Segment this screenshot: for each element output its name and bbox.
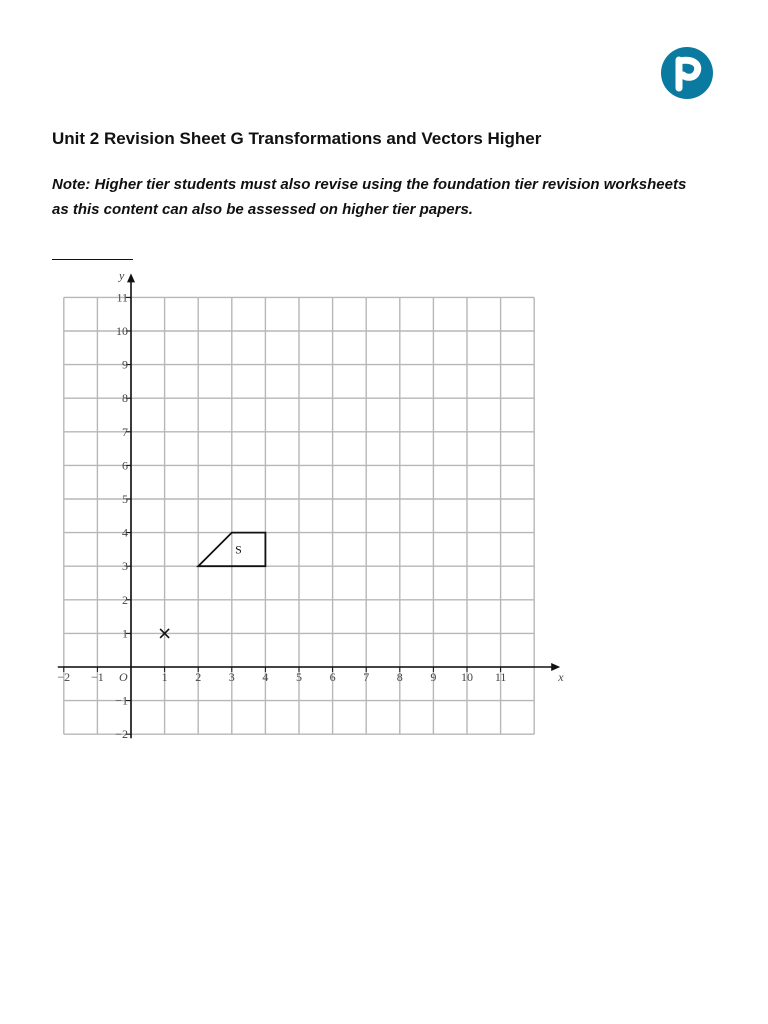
x-tick-label: 8 xyxy=(396,670,403,684)
x-tick-label: 2 xyxy=(195,670,202,684)
shape-label: S xyxy=(235,542,242,557)
y-tick-label: 7 xyxy=(122,424,128,439)
y-tick-label: 4 xyxy=(122,525,128,540)
coordinate-grid-svg xyxy=(40,268,564,752)
x-tick-label: 10 xyxy=(461,670,473,684)
pearson-logo-icon xyxy=(660,46,714,100)
x-tick-label: 1 xyxy=(161,670,168,684)
y-tick-label: −1 xyxy=(115,693,128,708)
coordinate-grid-chart xyxy=(40,268,564,752)
divider-line xyxy=(52,259,133,260)
y-tick-label: 5 xyxy=(122,492,128,506)
x-tick-label: −2 xyxy=(57,670,71,684)
origin-label: O xyxy=(119,670,128,684)
x-tick-label: 4 xyxy=(262,670,269,684)
x-tick-label: 3 xyxy=(228,670,235,684)
x-axis-label: x xyxy=(558,670,564,684)
y-tick-label: 10 xyxy=(116,324,128,338)
x-tick-label: 9 xyxy=(430,670,437,684)
revision-note: Note: Higher tier students must also revise using the foundation tier revision worksheets as this content can also be assessed on higher tier papers. xyxy=(52,176,687,218)
page-title: Unit 2 Revision Sheet G Transformations and Vectors Higher xyxy=(52,129,542,148)
y-axis-label: y xyxy=(119,268,125,283)
y-tick-label: 1 xyxy=(122,626,128,641)
y-tick-label: 11 xyxy=(116,290,128,305)
x-tick-label: 6 xyxy=(329,670,336,684)
y-axis-arrow xyxy=(127,273,135,282)
y-tick-label: −2 xyxy=(115,727,128,742)
x-tick-label: 11 xyxy=(494,670,507,684)
y-tick-label: 3 xyxy=(122,559,128,574)
x-tick-label: 5 xyxy=(296,670,302,684)
y-tick-label: 6 xyxy=(122,458,128,473)
y-tick-label: 2 xyxy=(122,592,128,607)
y-tick-label: 9 xyxy=(122,357,128,372)
y-tick-label: 8 xyxy=(122,391,128,406)
axes xyxy=(58,268,564,738)
x-tick-label: −1 xyxy=(91,670,104,684)
x-tick-label: 7 xyxy=(363,670,370,684)
